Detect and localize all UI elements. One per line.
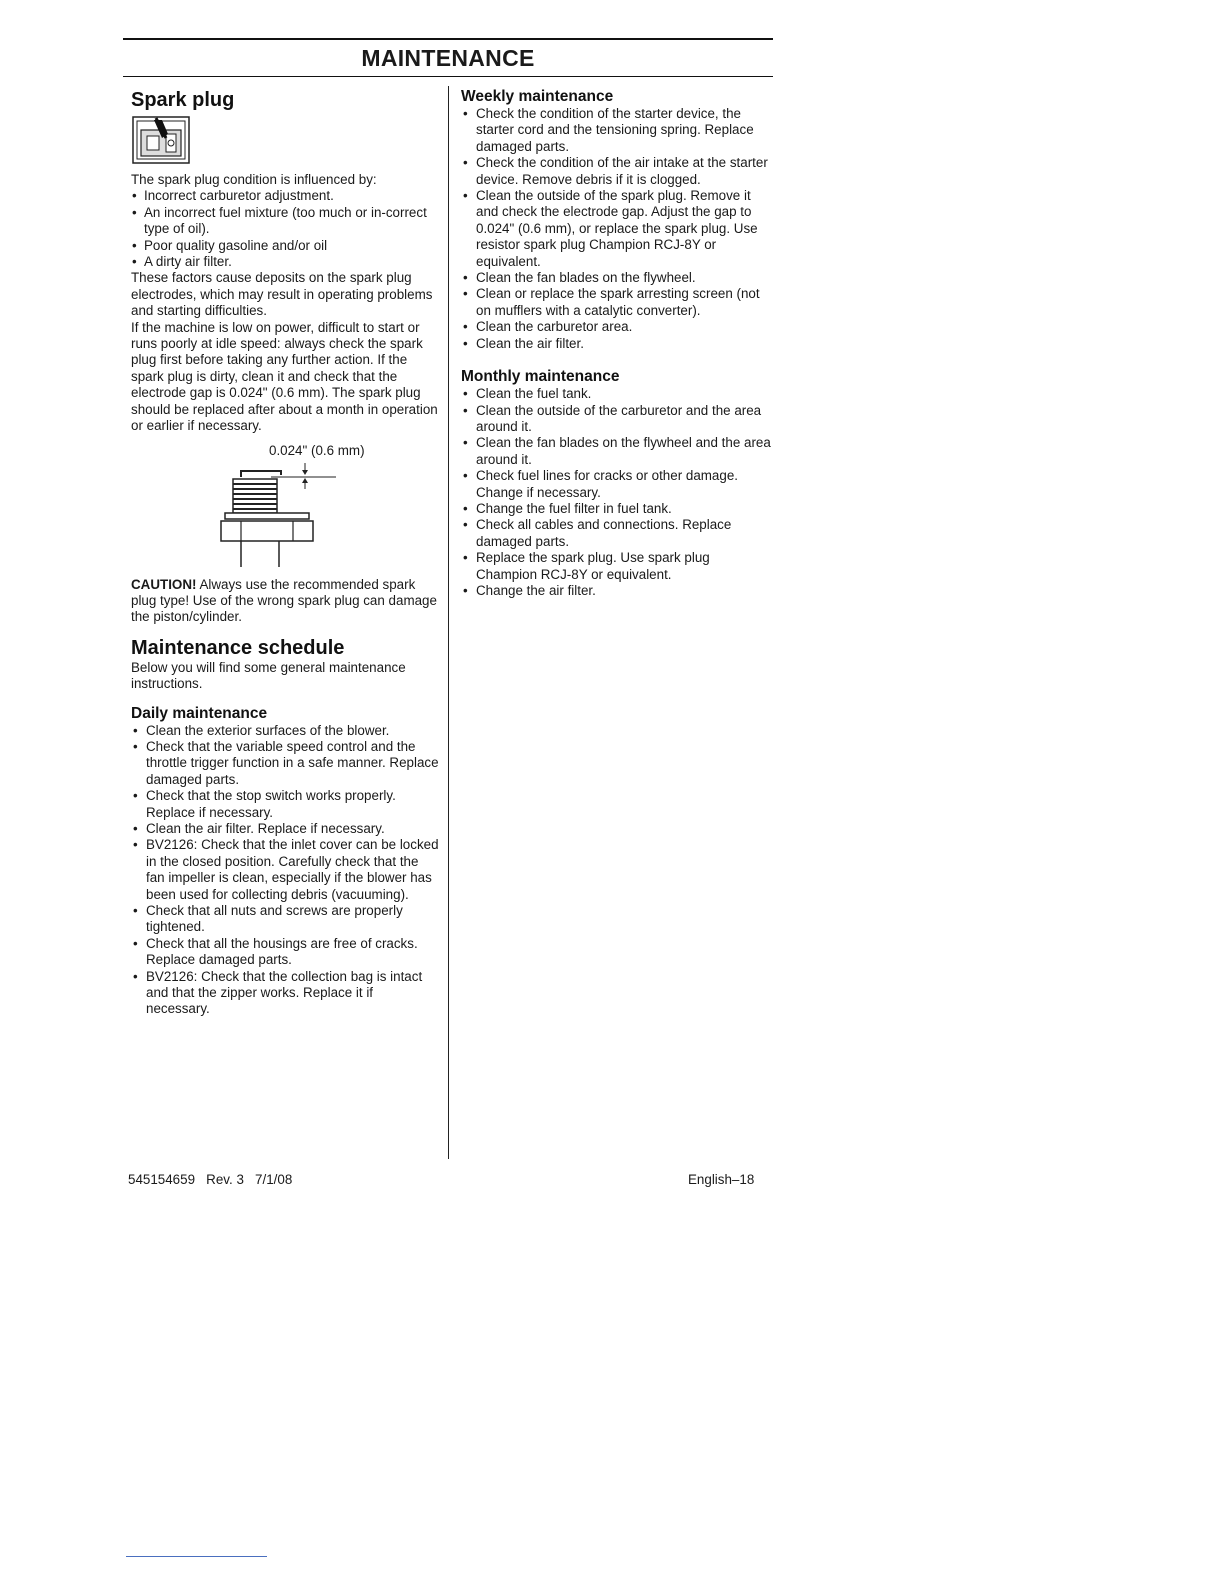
bottom-link-underline <box>126 1556 267 1557</box>
caution-label: CAUTION! <box>131 576 197 592</box>
spark-plug-gap-diagram <box>131 443 439 571</box>
list-item: • Check that all the housings are free of cracks. Replace damaged parts. <box>131 936 439 969</box>
list-item: • A dirty air filter. <box>131 254 439 270</box>
list-item: • Change the fuel filter in fuel tank. <box>461 501 773 517</box>
monthly-maintenance-list <box>461 386 773 599</box>
weekly-maintenance-heading: Weekly maintenance <box>461 88 614 105</box>
spark-plug-factor-list <box>131 188 439 270</box>
list-item: • Check that all nuts and screws are properly tightened. <box>131 903 439 936</box>
list-item: • Clean the outside of the carburetor and the area around it. <box>461 403 773 436</box>
electrode-gap-label: 0.024" (0.6 mm) <box>269 442 365 458</box>
list-item: • Check that the variable speed control and the throttle trigger function in a safe manner. Replace damaged parts. <box>131 739 439 788</box>
monthly-maintenance-heading: Monthly maintenance <box>461 368 620 386</box>
maintenance-schedule-heading: Maintenance schedule <box>131 636 345 659</box>
list-item: • Clean the carburetor area. <box>461 319 773 335</box>
list-item: • Check fuel lines for cracks or other damage. Change if necessary. <box>461 468 773 501</box>
list-item: • Check the condition of the air intake at the starter device. Remove debris if it is clogged. <box>461 155 773 188</box>
list-item: • Clean the air filter. Replace if necessary. <box>131 821 439 837</box>
maintenance-schedule-intro: Below you will find some general maintenance instructions. <box>131 659 406 692</box>
caution-note <box>131 577 439 626</box>
spark-plug-heading: Spark plug <box>131 89 235 111</box>
list-item: • Clean or replace the spark arresting screen (not on mufflers with a catalytic converter). <box>461 286 773 319</box>
list-item: • Clean the fan blades on the flywheel and the area around it. <box>461 435 773 468</box>
column-divider <box>448 86 449 1159</box>
right-column <box>461 88 773 599</box>
list-item: • Incorrect carburetor adjustment. <box>131 188 439 204</box>
spark-plug-intro: The spark plug condition is influenced by: <box>131 172 377 187</box>
list-item: • Clean the exterior surfaces of the blower. <box>131 723 439 739</box>
list-item: • Poor quality gasoline and/or oil <box>131 238 439 254</box>
list-item: • Clean the fan blades on the flywheel. <box>461 270 773 286</box>
footer-document-number: 545154659 Rev. 3 7/1/08 <box>128 1172 293 1187</box>
list-item: • An incorrect fuel mixture (too much or in-correct type of oil). <box>131 205 439 238</box>
list-item: • Clean the fuel tank. <box>461 386 773 402</box>
top-rule <box>123 38 773 40</box>
spark-plug-check-paragraph: If the machine is low on power, difficult to start or runs poorly at idle speed: always check the spark plug first before taking any further action. If the spark plug is dirty, clean it and check that the electrode gap is 0.024" (0.6 mm). The spark plug should be replaced after about a month in operation or earlier if necessary. <box>131 319 438 434</box>
list-item: • Change the air filter. <box>461 583 773 599</box>
list-item: • Replace the spark plug. Use spark plug Champion RCJ-8Y or equivalent. <box>461 550 773 583</box>
header-rule <box>123 76 773 77</box>
list-item: • Check all cables and connections. Replace damaged parts. <box>461 517 773 550</box>
weekly-maintenance-list <box>461 106 773 352</box>
list-item: • Clean the outside of the spark plug. Remove it and check the electrode gap. Adjust the gap to 0.024" (0.6 mm), or replace the spark plug. Use resistor spark plug Champion RCJ-8Y or equivalent. <box>461 188 773 270</box>
left-column <box>131 88 439 1018</box>
spark-plug-deposits-paragraph: These factors cause deposits on the spark plug electrodes, which may result in operating problems and starting difficulties. <box>131 270 433 319</box>
daily-maintenance-heading: Daily maintenance <box>131 704 268 722</box>
list-item: • BV2126: Check that the collection bag is intact and that the zipper works. Replace it if necessary. <box>131 969 439 1018</box>
spark-plug-maintenance-icon <box>132 116 192 164</box>
list-item: • Check that the stop switch works properly. Replace if necessary. <box>131 788 439 821</box>
list-item: • Clean the air filter. <box>461 336 773 352</box>
page-header-title: MAINTENANCE <box>361 45 535 71</box>
list-item: • Check the condition of the starter device, the starter cord and the tensioning spring. Replace damaged parts. <box>461 106 773 155</box>
daily-maintenance-list <box>131 723 439 1018</box>
footer-page-label: English–18 <box>688 1172 755 1187</box>
list-item: • BV2126: Check that the inlet cover can be locked in the closed position. Carefully check that the fan impeller is clean, especially if the blower has been used for collecting debris (vacuuming). <box>131 837 439 903</box>
caution-text: Always use the recommended spark plug type! Use of the wrong spark plug can damage the piston/cylinder. <box>131 576 437 625</box>
